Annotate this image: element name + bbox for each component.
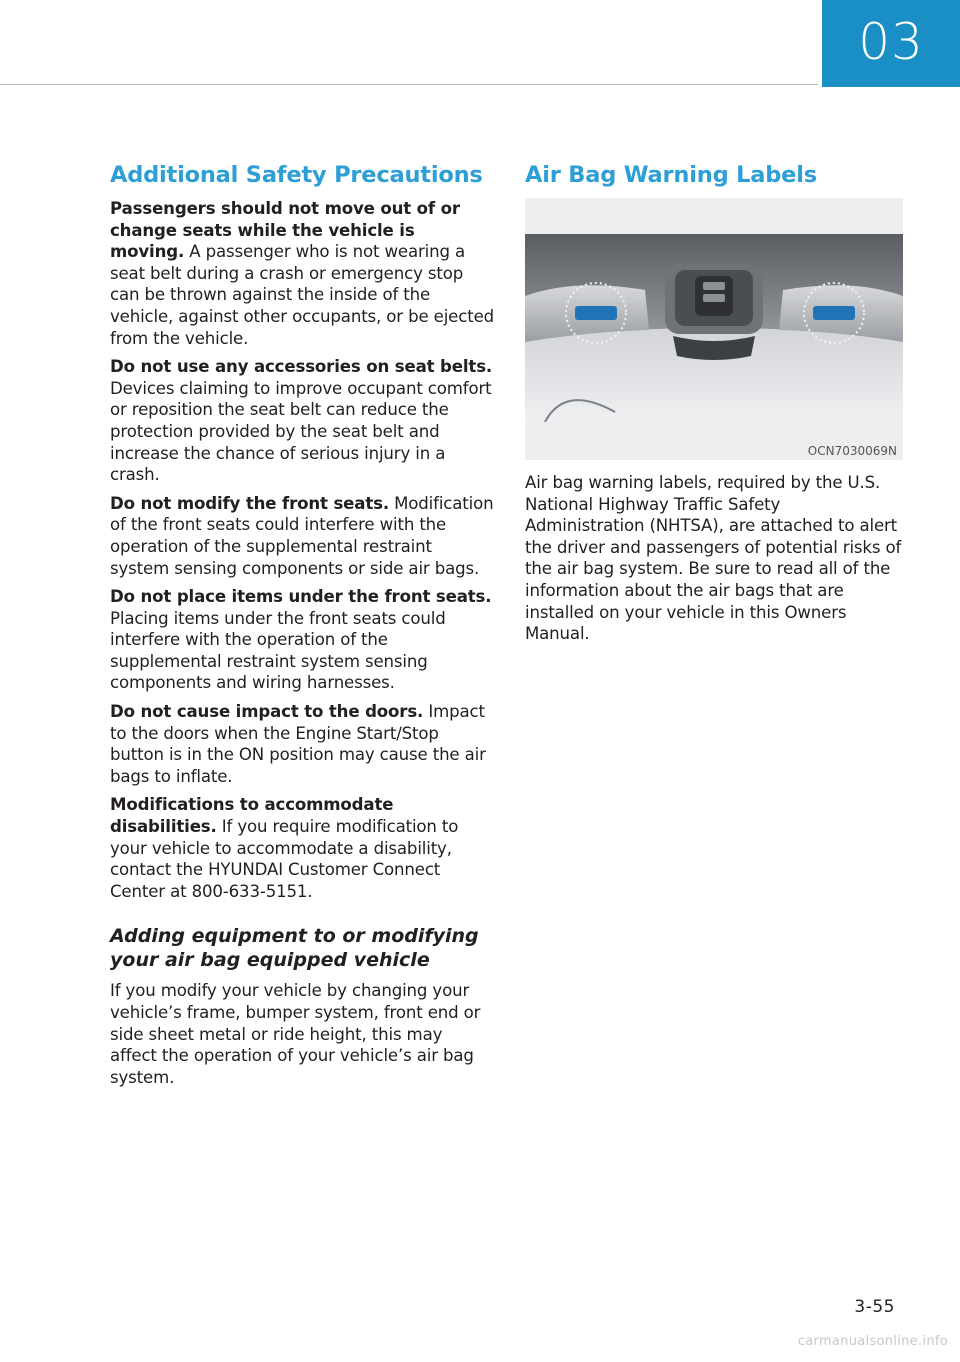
page-number: 3-55 <box>854 1297 895 1317</box>
chapter-tab: 03 <box>822 0 960 87</box>
precaution-lead: Do not place items under the front seats. <box>110 587 492 607</box>
precaution-text: If you require modification to your vehicle to accommodate a disability, contact the HYUNDAI Customer Connect Center at 800-633-5151. <box>110 817 459 901</box>
precaution-paragraph <box>110 356 494 486</box>
precaution-text: A passenger who is not wearing a seat belt during a crash or emergency stop can be thrown against the inside of the vehicle, against other occupants, or be ejected from the vehicle. <box>110 242 495 348</box>
right-column <box>525 160 903 652</box>
precaution-lead: Do not cause impact to the doors. <box>110 702 424 722</box>
left-column <box>110 160 494 1095</box>
section-title-safety-precautions: Additional Safety Precautions <box>110 162 483 188</box>
precaution-paragraph <box>110 493 494 579</box>
precaution-text: Impact to the doors when the Engine Start/Stop button is in the ON position may cause the air bags to inflate. <box>110 702 486 786</box>
adding-equipment-paragraph: If you modify your vehicle by changing your vehicle’s frame, bumper system, front end or side sheet metal or ride height, this may affect the operation of your vehicle’s air bag system. <box>110 981 481 1087</box>
precaution-paragraph <box>110 794 494 902</box>
warning-labels-paragraph: Air bag warning labels, required by the U.S. National Highway Traffic Safety Administration (NHTSA), are attached to alert the driver and passengers of potential risks of the air bag system. Be sure to read all of the information about the air bags that are installed on your vehicle in this Owners Manual. <box>525 473 902 644</box>
subheading-adding-equipment: Adding equipment to or modifying your air bag equipped vehicle <box>110 925 479 972</box>
precaution-lead: Passengers should not move out of or change seats while the vehicle is moving. <box>110 199 460 262</box>
section-title-warning-labels: Air Bag Warning Labels <box>525 162 817 188</box>
headliner-illustration <box>525 234 903 422</box>
watermark: carmanualsonline.info <box>797 1334 948 1349</box>
precaution-text: Placing items under the front seats could interfere with the operation of the supplemental restraint system sensing components and wiring harnesses. <box>110 608 446 693</box>
console-button <box>703 294 725 302</box>
console-button <box>703 282 725 290</box>
precaution-paragraph <box>110 701 494 787</box>
header-rule <box>0 84 818 85</box>
precaution-lead: Do not use any accessories on seat belts. <box>110 357 493 377</box>
precaution-text: Modification of the front seats could interfere with the operation of the supplemental restraint system sensing components or side air bags. <box>110 493 494 578</box>
precaution-text: Devices claiming to improve occupant comfort or reposition the seat belt can reduce the protection provided by the seat belt and increase the chance of serious injury in a crash. <box>110 378 492 485</box>
left-warning-label <box>575 306 617 320</box>
precaution-lead: Do not modify the front seats. <box>110 493 389 513</box>
precaution-lead: Modifications to accommodate disabilities. <box>110 795 394 837</box>
figure-code: OCN7030069N <box>807 444 897 458</box>
precaution-paragraph <box>110 198 494 349</box>
right-warning-label <box>813 306 855 320</box>
precaution-paragraph <box>110 586 494 694</box>
warning-label-figure <box>525 198 903 460</box>
